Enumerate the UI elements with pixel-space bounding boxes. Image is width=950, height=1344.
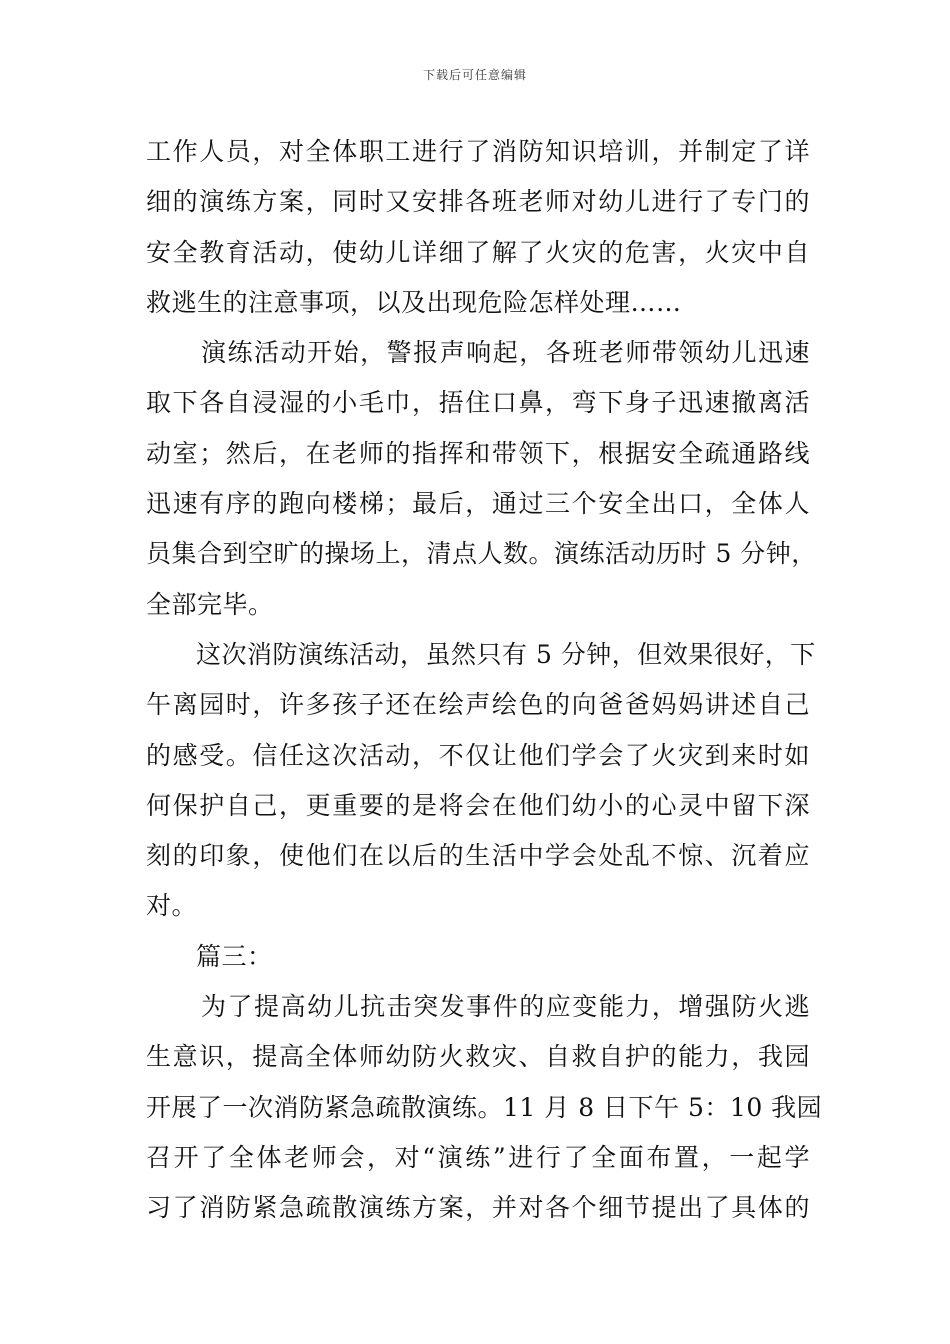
text-line: 生意识，提高全体师幼防火救灾、自救自护的能力，我园 xyxy=(146,1042,810,1072)
text-line: 为了提高幼儿抗击突发事件的应变能力，增强防火逃 xyxy=(201,992,810,1022)
text-line: 习了消防紧急疏散演练方案，并对各个细节提出了具体的 xyxy=(146,1193,810,1223)
text-line: 这次消防演练活动，虽然只有 5 分钟，但效果很好，下 xyxy=(196,639,816,669)
text-line: 工作人员，对全体职工进行了消防知识培训，并制定了详 xyxy=(146,137,810,166)
text-line: 动室；然后，在老师的指挥和带领下，根据安全疏通路线 xyxy=(146,438,810,468)
text-line: 开展了一次消防紧急疏散演练。11 月 8 日下午 5：10 我园 xyxy=(146,1092,823,1122)
text-line: 安全教育活动，使幼儿详细了解了火灾的危害，火灾中自 xyxy=(146,237,810,267)
text-line: 刻的印象，使他们在以后的生活中学会处乱不惊、沉着应 xyxy=(146,841,810,871)
text-line: 召开了全体老师会，对“演练”进行了全面布置，一起学 xyxy=(146,1142,810,1172)
text-line: 取下各自浸湿的小毛巾，捂住口鼻，弯下身子迅速撤离活 xyxy=(146,388,810,418)
text-line: 的感受。信任这次活动，不仅让他们学会了火灾到来时如 xyxy=(146,740,810,770)
text-line: 迅速有序的跑向楼梯；最后，通过三个安全出口，全体人 xyxy=(146,489,810,519)
text-line: 对。 xyxy=(146,891,198,921)
text-line: 午离园时，许多孩子还在绘声绘色的向爸爸妈妈讲述自己 xyxy=(146,690,810,720)
text-line: 演练活动开始，警报声响起，各班老师带领幼儿迅速 xyxy=(201,338,810,368)
text-line: 全部完毕。 xyxy=(146,589,274,619)
document-body xyxy=(146,127,823,1234)
text-line: 救逃生的注意事项，以及出现危险怎样处理…… xyxy=(146,287,682,317)
text-line: 员集合到空旷的操场上，清点人数。演练活动历时 5 分钟， xyxy=(146,539,817,569)
text-line: 篇三： xyxy=(196,941,273,971)
page-header: 下载后可任意编辑 xyxy=(422,68,527,82)
text-line: 细的演练方案，同时又安排各班老师对幼儿进行了专门的 xyxy=(146,187,810,217)
text-line: 何保护自己，更重要的是将会在他们幼小的心灵中留下深 xyxy=(146,790,810,820)
